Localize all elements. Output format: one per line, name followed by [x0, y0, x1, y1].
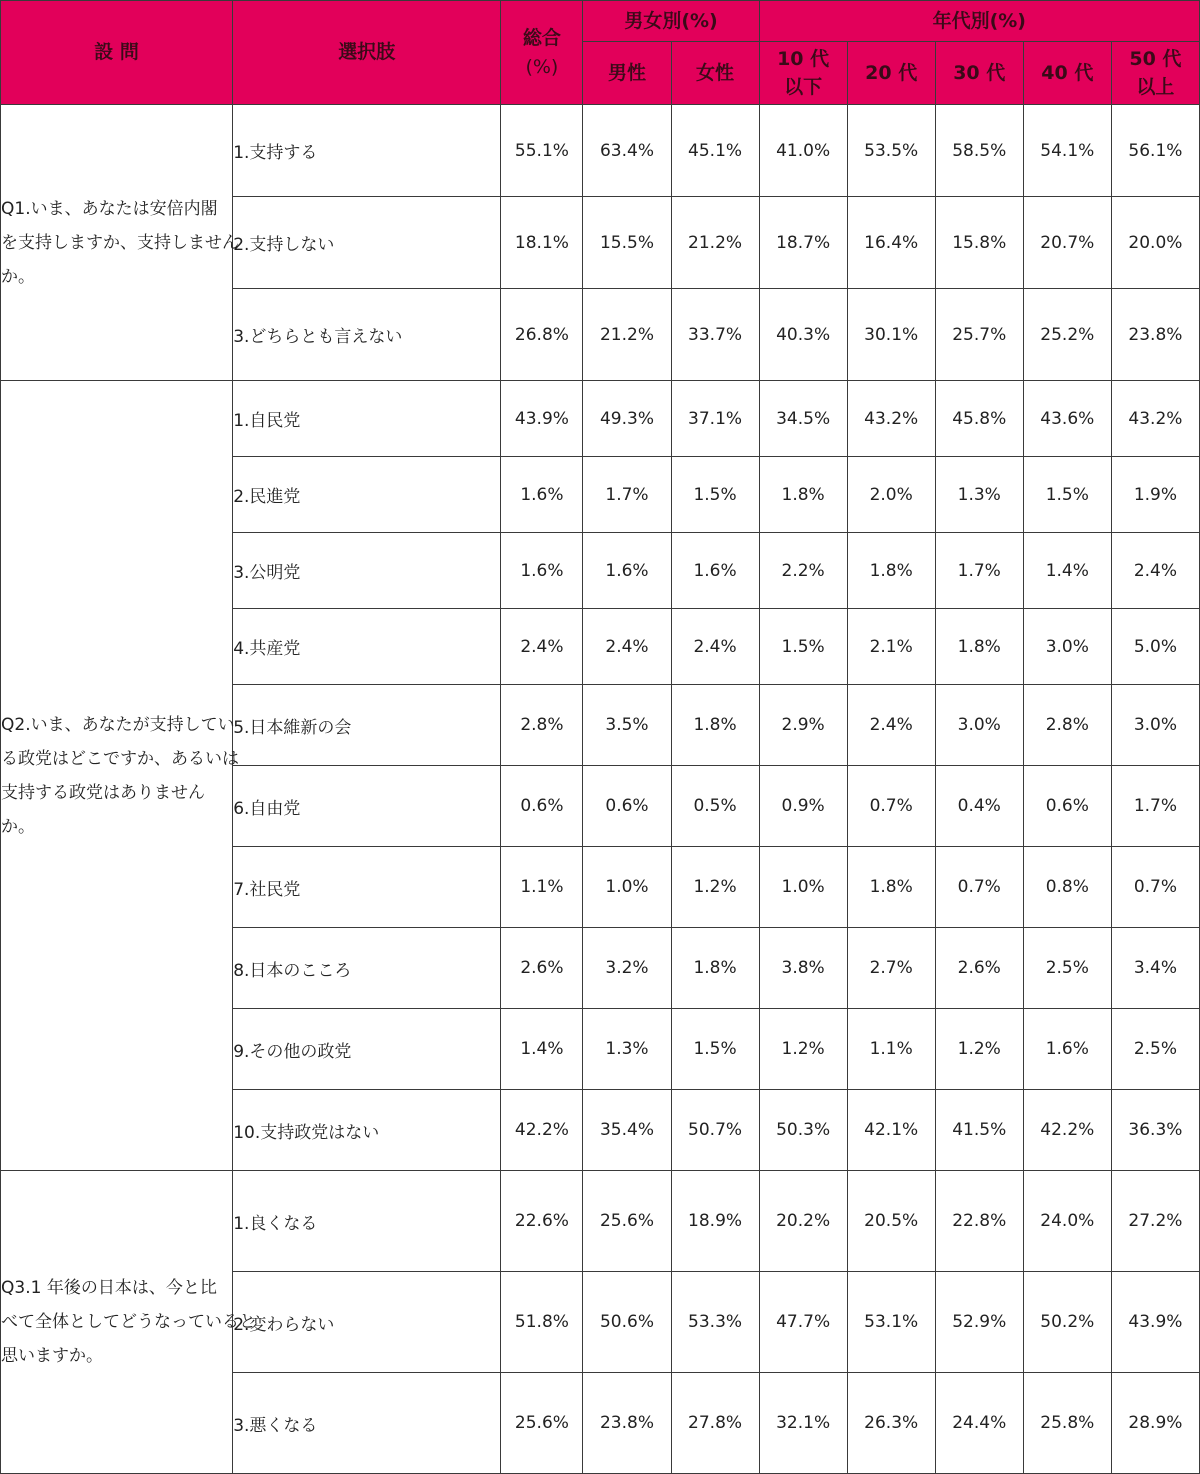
option-cell: 1.自民党	[233, 381, 501, 457]
male-value: 63.4%	[583, 105, 671, 197]
question-text-line: か。	[1, 816, 35, 837]
age-50s-value: 1.7%	[1111, 766, 1199, 847]
female-value: 1.8%	[671, 928, 759, 1009]
age-50s-value: 43.2%	[1111, 381, 1199, 457]
option-cell: 3.悪くなる	[233, 1373, 501, 1474]
age-group-header: 年代別(%)	[759, 1, 1199, 42]
age-30s-value: 1.3%	[935, 457, 1023, 533]
male-column-header: 男性	[583, 42, 671, 105]
age-40s-value: 2.8%	[1023, 685, 1111, 766]
age-20s-value: 1.8%	[847, 847, 935, 928]
option-cell: 7.社民党	[233, 847, 501, 928]
question-text-cell	[1, 381, 239, 1171]
age-10s-value: 32.1%	[759, 1373, 847, 1474]
female-value: 45.1%	[671, 105, 759, 197]
total-value: 55.1%	[501, 105, 583, 197]
age-40s-value: 1.6%	[1023, 1009, 1111, 1090]
total-value: 25.6%	[501, 1373, 583, 1474]
age-10s-value: 0.9%	[759, 766, 847, 847]
gender-group-header: 男女別(%)	[583, 1, 759, 42]
table-row	[1, 105, 1200, 197]
age-50s-value: 43.9%	[1111, 1272, 1199, 1373]
male-value: 3.5%	[583, 685, 671, 766]
total-value: 42.2%	[501, 1090, 583, 1171]
age-20s-value: 16.4%	[847, 197, 935, 289]
age-30s-value: 45.8%	[935, 381, 1023, 457]
age-30s-value: 0.4%	[935, 766, 1023, 847]
age-40s-value: 54.1%	[1023, 105, 1111, 197]
age-20s-value: 30.1%	[847, 289, 935, 381]
option-cell: 3.公明党	[233, 533, 501, 609]
age-50s-header	[1111, 42, 1199, 105]
age-10s-value: 40.3%	[759, 289, 847, 381]
age-40s-value: 42.2%	[1023, 1090, 1111, 1171]
age-20s-value: 2.0%	[847, 457, 935, 533]
question-text-cell	[1, 105, 239, 381]
age-10s-value: 1.5%	[759, 609, 847, 685]
age-10s-line1: 10 代	[777, 47, 830, 70]
age-20s-value: 20.5%	[847, 1171, 935, 1272]
question-text-line: 支持する政党はありません	[1, 782, 205, 803]
option-cell: 8.日本のこころ	[233, 928, 501, 1009]
age-40s-value: 43.6%	[1023, 381, 1111, 457]
female-value: 1.5%	[671, 457, 759, 533]
male-value: 2.4%	[583, 609, 671, 685]
option-cell: 2.変わらない	[233, 1272, 501, 1373]
question-text-line: Q2.いま、あなたが支持してい	[1, 714, 235, 735]
question-column-header: 設 問	[1, 1, 233, 105]
age-20s-value: 26.3%	[847, 1373, 935, 1474]
age-40s-value: 25.8%	[1023, 1373, 1111, 1474]
age-20s-value: 2.7%	[847, 928, 935, 1009]
total-value: 2.6%	[501, 928, 583, 1009]
male-value: 1.3%	[583, 1009, 671, 1090]
total-value: 1.4%	[501, 1009, 583, 1090]
age-50s-value: 20.0%	[1111, 197, 1199, 289]
age-20s-value: 0.7%	[847, 766, 935, 847]
male-value: 1.0%	[583, 847, 671, 928]
age-30s-value: 3.0%	[935, 685, 1023, 766]
age-10s-value: 50.3%	[759, 1090, 847, 1171]
age-10s-value: 1.0%	[759, 847, 847, 928]
age-10s-value: 3.8%	[759, 928, 847, 1009]
female-value: 18.9%	[671, 1171, 759, 1272]
male-value: 15.5%	[583, 197, 671, 289]
option-cell: 1.支持する	[233, 105, 501, 197]
option-column-header: 選択肢	[233, 1, 501, 105]
option-cell: 6.自由党	[233, 766, 501, 847]
age-50s-value: 36.3%	[1111, 1090, 1199, 1171]
total-value: 51.8%	[501, 1272, 583, 1373]
male-value: 49.3%	[583, 381, 671, 457]
age-40s-value: 25.2%	[1023, 289, 1111, 381]
male-value: 50.6%	[583, 1272, 671, 1373]
total-value: 1.1%	[501, 847, 583, 928]
male-value: 23.8%	[583, 1373, 671, 1474]
age-10s-value: 34.5%	[759, 381, 847, 457]
table-row	[1, 1171, 1200, 1272]
female-value: 1.6%	[671, 533, 759, 609]
age-20s-value: 2.4%	[847, 685, 935, 766]
age-30s-value: 1.7%	[935, 533, 1023, 609]
age-50s-line2: 以上	[1136, 76, 1175, 98]
option-cell: 9.その他の政党	[233, 1009, 501, 1090]
age-10s-value: 2.9%	[759, 685, 847, 766]
female-value: 33.7%	[671, 289, 759, 381]
age-20s-value: 1.8%	[847, 533, 935, 609]
age-30s-value: 58.5%	[935, 105, 1023, 197]
female-value: 0.5%	[671, 766, 759, 847]
age-10s-value: 1.2%	[759, 1009, 847, 1090]
female-value: 53.3%	[671, 1272, 759, 1373]
age-40s-value: 1.4%	[1023, 533, 1111, 609]
female-column-header: 女性	[671, 42, 759, 105]
question-text-cell	[1, 1171, 256, 1474]
total-header-line1: 総合	[522, 27, 561, 49]
age-30s-value: 1.2%	[935, 1009, 1023, 1090]
age-40s-value: 1.5%	[1023, 457, 1111, 533]
age-20s-value: 42.1%	[847, 1090, 935, 1171]
table-body	[1, 105, 1200, 1474]
question-text-line: 思いますか。	[1, 1346, 103, 1366]
total-value: 26.8%	[501, 289, 583, 381]
question-text-line: か。	[1, 266, 35, 287]
total-header-line2: (%)	[525, 55, 559, 78]
age-50s-value: 23.8%	[1111, 289, 1199, 381]
age-40s-value: 20.7%	[1023, 197, 1111, 289]
option-cell: 4.共産党	[233, 609, 501, 685]
option-cell: 1.良くなる	[233, 1171, 501, 1272]
option-cell: 10.支持政党はない	[233, 1090, 501, 1171]
age-30s-value: 52.9%	[935, 1272, 1023, 1373]
age-30s-value: 41.5%	[935, 1090, 1023, 1171]
total-value: 22.6%	[501, 1171, 583, 1272]
option-cell: 2.民進党	[233, 457, 501, 533]
female-value: 50.7%	[671, 1090, 759, 1171]
age-50s-value: 1.9%	[1111, 457, 1199, 533]
age-10s-value: 2.2%	[759, 533, 847, 609]
age-10s-value: 1.8%	[759, 457, 847, 533]
female-value: 1.2%	[671, 847, 759, 928]
total-value: 0.6%	[501, 766, 583, 847]
female-value: 21.2%	[671, 197, 759, 289]
question-text-line: べて全体としてどうなっていると	[1, 1312, 256, 1332]
male-value: 25.6%	[583, 1171, 671, 1272]
age-30s-header: 30 代	[935, 42, 1023, 105]
question-text-line: Q1.いま、あなたは安倍内閣	[1, 198, 218, 219]
option-cell: 2.支持しない	[233, 197, 501, 289]
age-10s-value: 18.7%	[759, 197, 847, 289]
age-20s-value: 53.5%	[847, 105, 935, 197]
female-value: 27.8%	[671, 1373, 759, 1474]
age-50s-value: 3.4%	[1111, 928, 1199, 1009]
age-50s-value: 28.9%	[1111, 1373, 1199, 1474]
age-40s-value: 0.6%	[1023, 766, 1111, 847]
age-20s-header: 20 代	[847, 42, 935, 105]
age-30s-value: 0.7%	[935, 847, 1023, 928]
age-10s-value: 47.7%	[759, 1272, 847, 1373]
age-30s-value: 2.6%	[935, 928, 1023, 1009]
total-value: 43.9%	[501, 381, 583, 457]
header-row-groups	[1, 1, 1200, 42]
age-40s-header: 40 代	[1023, 42, 1111, 105]
age-50s-value: 5.0%	[1111, 609, 1199, 685]
male-value: 21.2%	[583, 289, 671, 381]
age-20s-value: 1.1%	[847, 1009, 935, 1090]
total-value: 18.1%	[501, 197, 583, 289]
age-40s-value: 3.0%	[1023, 609, 1111, 685]
option-cell: 5.日本維新の会	[233, 685, 501, 766]
question-text-line: Q3.1 年後の日本は、今と比	[1, 1278, 217, 1298]
male-value: 1.7%	[583, 457, 671, 533]
question-text-line: る政党はどこですか、あるいは	[1, 748, 239, 769]
age-50s-line1: 50 代	[1129, 47, 1182, 70]
age-50s-value: 0.7%	[1111, 847, 1199, 928]
age-10s-value: 20.2%	[759, 1171, 847, 1272]
age-30s-value: 22.8%	[935, 1171, 1023, 1272]
male-value: 0.6%	[583, 766, 671, 847]
total-value: 1.6%	[501, 533, 583, 609]
female-value: 1.8%	[671, 685, 759, 766]
age-10s-line2: 以下	[784, 76, 823, 98]
age-40s-value: 50.2%	[1023, 1272, 1111, 1373]
age-10s-value: 41.0%	[759, 105, 847, 197]
age-30s-value: 24.4%	[935, 1373, 1023, 1474]
age-40s-value: 24.0%	[1023, 1171, 1111, 1272]
male-value: 1.6%	[583, 533, 671, 609]
total-value: 2.4%	[501, 609, 583, 685]
total-value: 2.8%	[501, 685, 583, 766]
female-value: 2.4%	[671, 609, 759, 685]
total-value: 1.6%	[501, 457, 583, 533]
age-20s-value: 2.1%	[847, 609, 935, 685]
age-50s-value: 27.2%	[1111, 1171, 1199, 1272]
male-value: 35.4%	[583, 1090, 671, 1171]
age-50s-value: 56.1%	[1111, 105, 1199, 197]
age-40s-value: 0.8%	[1023, 847, 1111, 928]
age-20s-value: 43.2%	[847, 381, 935, 457]
male-value: 3.2%	[583, 928, 671, 1009]
female-value: 1.5%	[671, 1009, 759, 1090]
age-50s-value: 2.5%	[1111, 1009, 1199, 1090]
table-row	[1, 381, 1200, 457]
age-50s-value: 3.0%	[1111, 685, 1199, 766]
age-30s-value: 1.8%	[935, 609, 1023, 685]
female-value: 37.1%	[671, 381, 759, 457]
age-30s-value: 25.7%	[935, 289, 1023, 381]
question-text-line: を支持しますか、支持しません	[1, 232, 239, 253]
age-50s-value: 2.4%	[1111, 533, 1199, 609]
age-30s-value: 15.8%	[935, 197, 1023, 289]
option-cell: 3.どちらとも言えない	[233, 289, 501, 381]
total-column-header	[501, 1, 583, 105]
age-40s-value: 2.5%	[1023, 928, 1111, 1009]
age-20s-value: 53.1%	[847, 1272, 935, 1373]
age-10s-header	[759, 42, 847, 105]
